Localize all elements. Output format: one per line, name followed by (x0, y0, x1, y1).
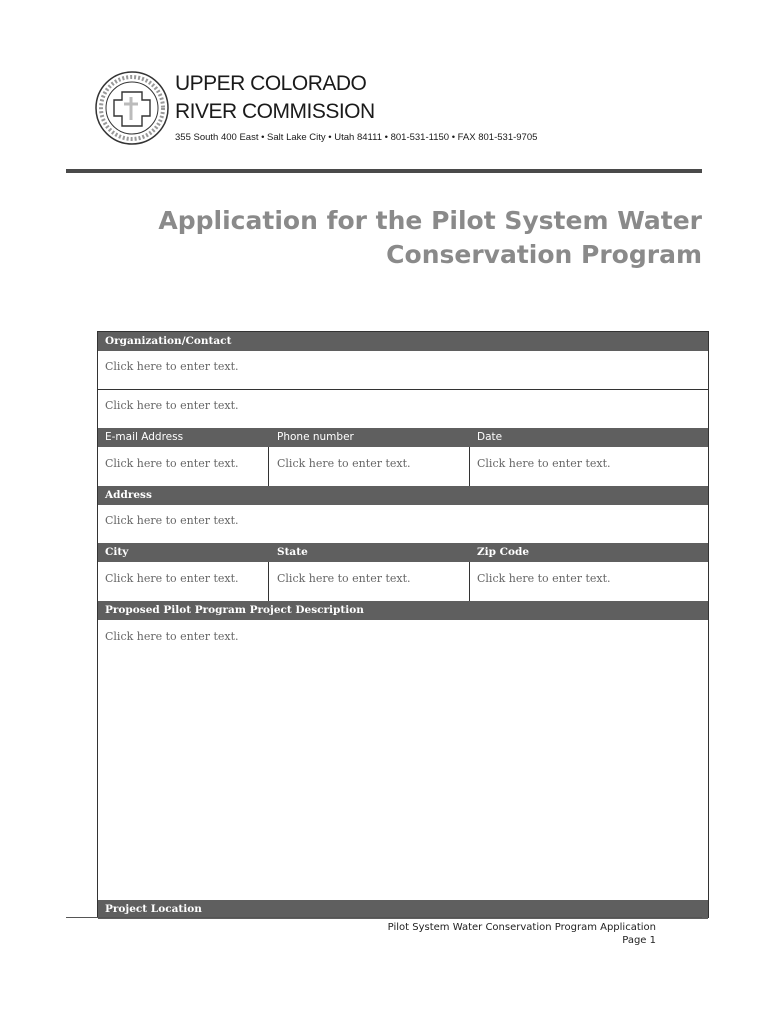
column-divider (268, 447, 269, 486)
address-label: Address (105, 489, 152, 501)
footer-title: Pilot System Water Conservation Program Application (387, 922, 656, 933)
column-divider (469, 447, 470, 486)
address-header (98, 486, 708, 505)
divider (98, 389, 708, 390)
email-header: E-mail Address (105, 431, 184, 443)
city-field[interactable]: Click here to enter text. (105, 572, 239, 585)
column-divider (469, 562, 470, 601)
org-contact-field-1[interactable]: Click here to enter text. (105, 360, 239, 373)
zip-field[interactable]: Click here to enter text. (477, 572, 611, 585)
location-details-header (98, 543, 708, 562)
title-line-2: Conservation Program (386, 240, 702, 269)
phone-header: Phone number (277, 431, 354, 443)
footer-divider (66, 917, 702, 918)
org-contact-label: Organization/Contact (105, 335, 232, 347)
zip-header: Zip Code (477, 546, 530, 558)
page-footer (388, 921, 656, 947)
org-contact-field-2[interactable]: Click here to enter text. (105, 399, 239, 412)
organization-name-line2: RIVER COMMISSION (175, 100, 375, 123)
state-header: State (277, 546, 308, 558)
letterhead (72, 52, 584, 156)
phone-field[interactable]: Click here to enter text. (277, 457, 411, 470)
date-header: Date (477, 431, 503, 443)
description-header (98, 601, 708, 620)
commission-seal-icon (94, 70, 170, 146)
date-field[interactable]: Click here to enter text. (477, 457, 611, 470)
email-field[interactable]: Click here to enter text. (105, 457, 239, 470)
contact-details-header (98, 428, 708, 447)
header-divider (66, 169, 702, 173)
organization-address: 355 South 400 East • Salt Lake City • Utah 84111 • 801-531-1150 • FAX 801-531-9705 (175, 132, 538, 143)
title-line-1: Application for the Pilot System Water (158, 206, 702, 235)
description-label: Proposed Pilot Program Project Description (105, 604, 364, 616)
column-divider (268, 562, 269, 601)
state-field[interactable]: Click here to enter text. (277, 572, 411, 585)
project-location-label: Project Location (105, 903, 202, 915)
description-field[interactable]: Click here to enter text. (105, 630, 239, 643)
address-field[interactable]: Click here to enter text. (105, 514, 239, 527)
page-number: Page 1 (622, 935, 656, 946)
application-form (97, 331, 709, 918)
city-header: City (105, 546, 129, 558)
org-contact-header (98, 332, 708, 351)
document-title (82, 204, 702, 272)
organization-name-line1: UPPER COLORADO (175, 72, 367, 95)
